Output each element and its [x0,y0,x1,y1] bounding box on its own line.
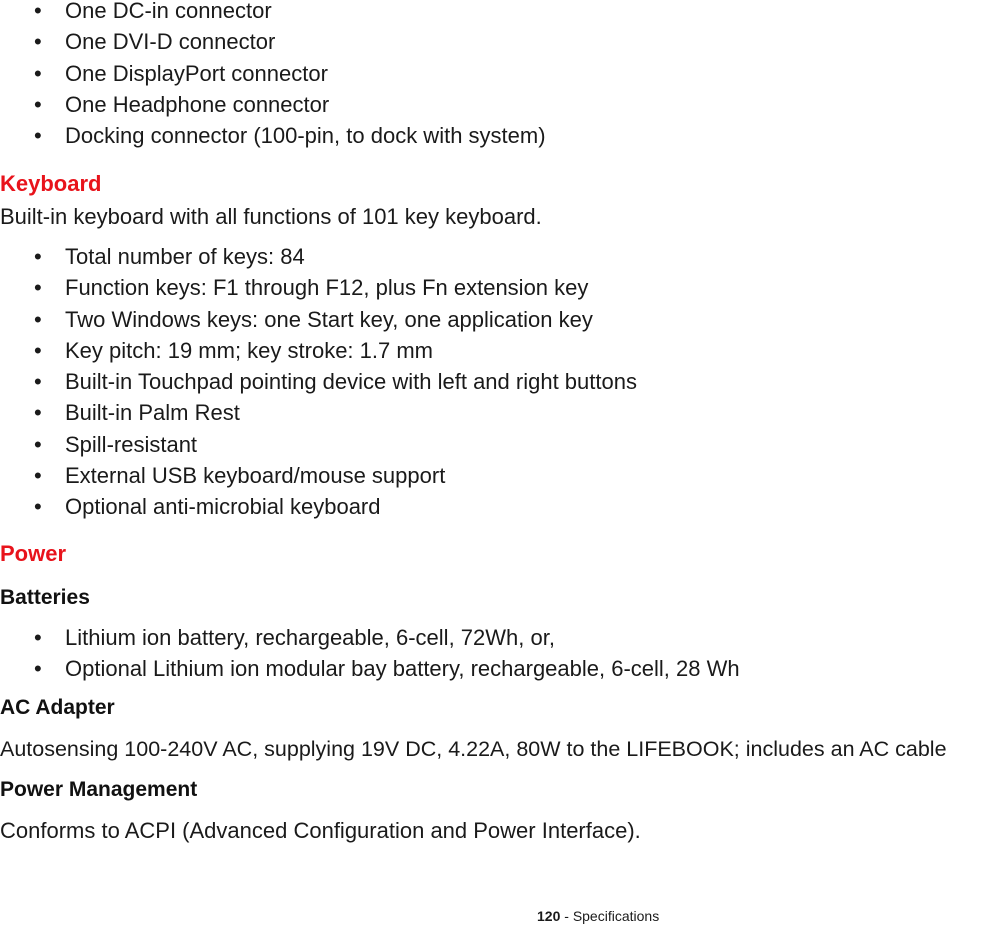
bullet-icon: • [34,91,42,117]
bullet-icon: • [34,463,42,489]
ac-adapter-heading: AC Adapter [0,696,115,719]
connectors-list [0,0,546,156]
keyboard-list [0,246,637,528]
list-item: • One DC-in connector [34,0,272,23]
bullet-icon: • [34,306,42,332]
batteries-list [0,627,740,690]
list-item: • Lithium ion battery, rechargeable, 6-cell, 72Wh, or, [34,625,555,650]
list-item: • Spill-resistant [34,431,198,457]
bullet-icon: • [34,60,42,86]
bullet-icon: • [34,0,42,23]
list-item: • Function keys: F1 through F12, plus Fn extension key [34,275,589,301]
list-item: • Optional anti-microbial keyboard [34,494,381,520]
list-item: • Built-in Palm Rest [34,400,240,426]
list-item: • Docking connector (100-pin, to dock with system) [34,123,546,149]
keyboard-heading: Keyboard [0,171,102,196]
list-item: • One DisplayPort connector [34,60,328,86]
bullet-icon: • [34,29,42,55]
bullet-icon: • [34,494,42,520]
list-item: • Key pitch: 19 mm; key stroke: 1.7 mm [34,337,434,363]
bullet-icon: • [34,123,42,149]
footer-section: Specifications [572,908,660,924]
bullet-icon: • [34,337,42,363]
page-footer [537,909,659,923]
list-item: • Optional Lithium ion modular bay battery, rechargeable, 6-cell, 28 Wh [34,656,740,682]
bullet-icon: • [34,625,42,650]
list-item: • Two Windows keys: one Start key, one application key [34,306,593,332]
list-item: • One DVI-D connector [34,29,276,55]
list-item: • Built-in Touchpad pointing device with left and right buttons [34,369,637,395]
keyboard-intro: Built-in keyboard with all functions of 101 key keyboard. [0,204,542,229]
bullet-icon: • [34,400,42,426]
ac-adapter-text: Autosensing 100-240V AC, supplying 19V DC, 4.22A, 80W to the LIFEBOOK; includes an AC cable [0,737,947,761]
page-number: 120 [537,908,561,924]
power-heading: Power [0,541,67,566]
power-management-text: Conforms to ACPI (Advanced Configuration and Power Interface). [0,818,641,843]
bullet-icon: • [34,656,42,682]
bullet-icon: • [34,275,42,301]
power-management-heading: Power Management [0,778,198,801]
bullet-icon: • [34,244,42,269]
bullet-icon: • [34,369,42,395]
list-item: • One Headphone connector [34,91,330,117]
list-item: • Total number of keys: 84 [34,244,305,269]
bullet-icon: • [34,431,42,457]
batteries-heading: Batteries [0,586,90,609]
list-item: • External USB keyboard/mouse support [34,463,446,489]
footer-separator: - [560,908,573,924]
